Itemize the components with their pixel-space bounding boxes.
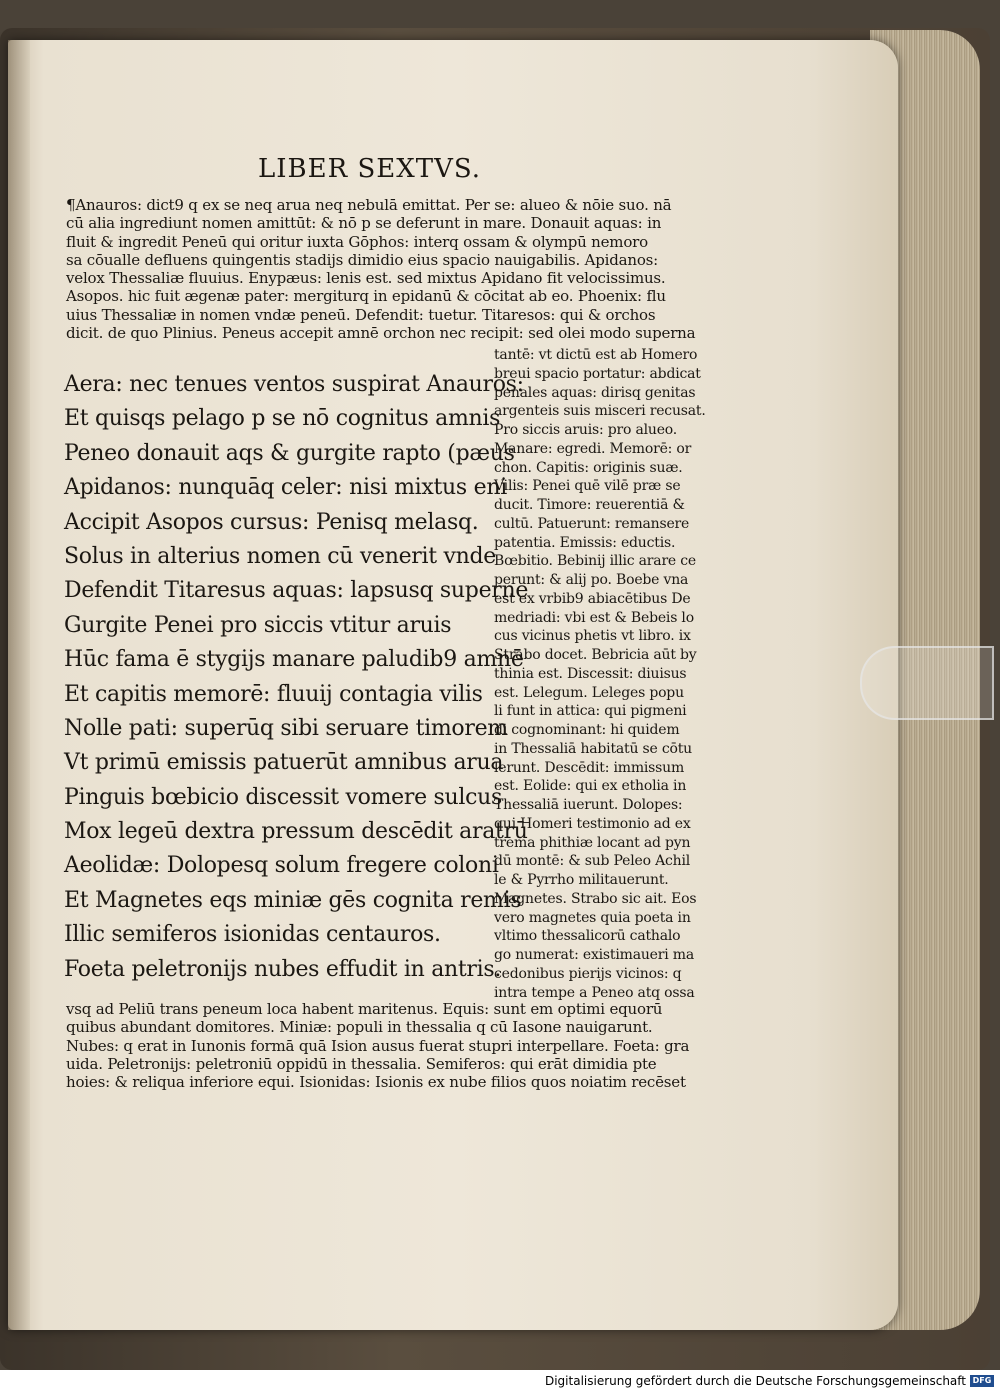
commentary-line: cū alia ingrediunt nomen amittūt: & nō p se deferunt in mare. Donauit aquas: in bbox=[66, 214, 662, 233]
verse-line: Gurgite Penei pro siccis vtitur aruis bbox=[64, 612, 452, 638]
gloss-column bbox=[494, 346, 744, 1002]
gloss-line: Bœbitio. Bebinij illic arare ce bbox=[494, 553, 696, 570]
verse-line: Hūc fama ē stygijs manare paludib9 amnē bbox=[64, 647, 524, 673]
verse-line: Nolle pati: superūq sibi seruare timorem bbox=[64, 715, 508, 741]
commentary-line: uida. Peletronijs: peletroniū oppidū in thessalia. Semiferos: qui erāt dimidia pte bbox=[66, 1054, 657, 1073]
gloss-line: ducit. Timore: reuerentiā & bbox=[494, 497, 685, 513]
gloss-line: Pro siccis aruis: pro alueo. bbox=[494, 422, 678, 438]
verse-line: Peneo donauit aqs & gurgite rapto (pæus bbox=[64, 440, 515, 466]
gloss-line: patentia. Emissis: eductis. bbox=[494, 534, 676, 551]
verse-line: Foeta peletronijs nubes effudit in antris. bbox=[64, 956, 502, 982]
gloss-line: tantē: vt dictū est ab Homero bbox=[494, 347, 698, 363]
verse-line: Accipit Asopos cursus: Penisq melasq. bbox=[64, 509, 479, 535]
gloss-line: lerunt. Descēdit: immissum bbox=[494, 759, 685, 776]
gloss-line: chon. Capitis: originis suæ. bbox=[494, 459, 683, 476]
gloss-line: in Thessaliā habitatū se cōtu bbox=[494, 740, 692, 757]
gloss-line: intra tempe a Peneo atq ossa bbox=[494, 984, 695, 1001]
verse-block bbox=[64, 368, 529, 987]
dfg-logo: DFG bbox=[970, 1375, 994, 1387]
gloss-line: Vilis: Penei quē vilē præ se bbox=[494, 478, 681, 495]
verse-line: Aera: nec tenues ventos suspirat Anauros: bbox=[64, 372, 524, 397]
commentary-line: sa cōualle defluens quingentis stadijs dimidio eius spacio nauigabilis. Apidanos: bbox=[66, 250, 659, 269]
gloss-line: cedonibus pierijs vicinos: q bbox=[494, 965, 682, 982]
gloss-line: go numerat: existimaueri ma bbox=[494, 947, 694, 963]
gloss-line: di cognominant: hi quidem bbox=[494, 722, 680, 738]
gloss-line: Manare: egredi. Memorē: or bbox=[494, 440, 692, 457]
commentary-line: dicit. de quo Plinius. Peneus accepit amnē orchon nec recipit: sed olei modo superna bbox=[66, 324, 696, 343]
verse-line: Et quisqs pelago p se nō cognitus amnis bbox=[64, 406, 501, 432]
gloss-line: Strabo docet. Bebricia aūt by bbox=[494, 647, 697, 663]
commentary-line: vsq ad Peliū trans peneum loca habent maritenus. Equis: sunt em optimi equorū bbox=[66, 1000, 663, 1018]
commentary-line: velox Thessaliæ fluuius. Enypæus: lenis est. sed mixtus Apidano fit velocissimus. bbox=[66, 269, 666, 288]
verse-line: Illic semiferos isionidas centauros. bbox=[64, 922, 441, 948]
gloss-line: Thessaliā iuerunt. Dolopes: bbox=[494, 797, 683, 813]
commentary-line: fluit & ingredit Peneū qui oritur iuxta Gōphos: interq ossam & olympū nemoro bbox=[66, 232, 648, 251]
footer-bar bbox=[0, 1370, 1000, 1392]
verse-line: Et capitis memorē: fluuij contagia vilis bbox=[64, 681, 483, 707]
gloss-line: trema phithiæ locant ad pyn bbox=[494, 834, 691, 851]
commentary-line: Asopos. hic fuit ægenæ pater: mergiturq in epidanū & cōcitat ab eo. Phoenix: flu bbox=[66, 287, 666, 306]
commentary-line: ¶Anauros: dict9 q ex se neq arua neq nebulā emittat. Per se: alueo & nōie suo. nā bbox=[66, 196, 672, 214]
gloss-line: vltimo thessalicorū cathalo bbox=[494, 928, 681, 945]
commentary-line: hoies: & reliqua inferiore equi. Isionidas: Isionis ex nube filios quos noiatim recēset bbox=[66, 1073, 686, 1092]
verse-line: Apidanos: nunquāq celer: nisi mixtus eni bbox=[64, 475, 507, 501]
commentary-line: quibus abundant domitores. Miniæ: populi in thessalia q cū Iasone nauigarunt. bbox=[66, 1018, 653, 1037]
gloss-line: est. Lelegum. Leleges popu bbox=[494, 684, 684, 701]
verse-line: Aeolidæ: Dolopesq solum fregere coloni bbox=[64, 853, 499, 879]
page-clip bbox=[860, 646, 994, 720]
gloss-line: breui spacio portatur: abdicat bbox=[494, 365, 701, 382]
verse-line: Defendit Titaresus aquas: lapsusq superne bbox=[64, 578, 529, 604]
verse-line: Mox legeū dextra pressum descēdit aratrū bbox=[64, 819, 528, 845]
gloss-line: dū montē: & sub Peleo Achil bbox=[494, 853, 690, 870]
gloss-line: qui Homeri testimonio ad ex bbox=[494, 815, 691, 832]
gloss-line: medriadi: vbi est & Bebeis lo bbox=[494, 609, 694, 626]
verse-line: Solus in alterius nomen cū venerit vnde bbox=[64, 543, 496, 569]
gloss-line: vero magnetes quia poeta in bbox=[494, 909, 691, 926]
running-title: LIBER SEXTVS. bbox=[258, 154, 482, 184]
gloss-line: Magnetes. Strabo sic ait. Eos bbox=[494, 890, 697, 907]
gloss-line: penales aquas: dirisq genitas bbox=[494, 384, 696, 401]
funding-credit: Digitalisierung gefördert durch die Deutsche Forschungsgemeinschaft bbox=[544, 1374, 966, 1388]
commentary-bottom bbox=[66, 1000, 766, 1091]
verse-line: Vt primū emissis patuerūt amnibus arua bbox=[64, 750, 504, 776]
gloss-line: argenteis suis misceri recusat. bbox=[494, 403, 706, 420]
verse-line: Pinguis bœbicio discessit vomere sulcus bbox=[64, 784, 502, 810]
page-gutter bbox=[8, 40, 30, 1330]
verse-line: Et Magnetes eqs miniæ gēs cognita remis bbox=[64, 887, 522, 913]
gloss-line: li funt in attica: qui pigmeni bbox=[494, 703, 687, 720]
gloss-line: cus vicinus phetis vt libro. ix bbox=[494, 628, 691, 645]
gloss-line: le & Pyrrho militauerunt. bbox=[494, 872, 669, 888]
gloss-line: thinia est. Discessit: diuisus bbox=[494, 665, 687, 682]
gloss-line: perunt: & alij po. Boebe vna bbox=[494, 572, 689, 588]
gloss-line: est ex vrbib9 abiacētibus De bbox=[494, 590, 691, 607]
commentary-line: uius Thessaliæ in nomen vndæ peneū. Defendit: tuetur. Titaresos: qui & orchos bbox=[66, 305, 656, 324]
commentary-top bbox=[66, 196, 766, 342]
commentary-line: Nubes: q erat in Iunonis formā quā Ision ausus fuerat stupri interpellare. Foeta: gra bbox=[66, 1036, 690, 1055]
gloss-line: cultū. Patuerunt: remansere bbox=[494, 515, 690, 532]
gloss-line: est. Eolide: qui ex etholia in bbox=[494, 778, 687, 795]
